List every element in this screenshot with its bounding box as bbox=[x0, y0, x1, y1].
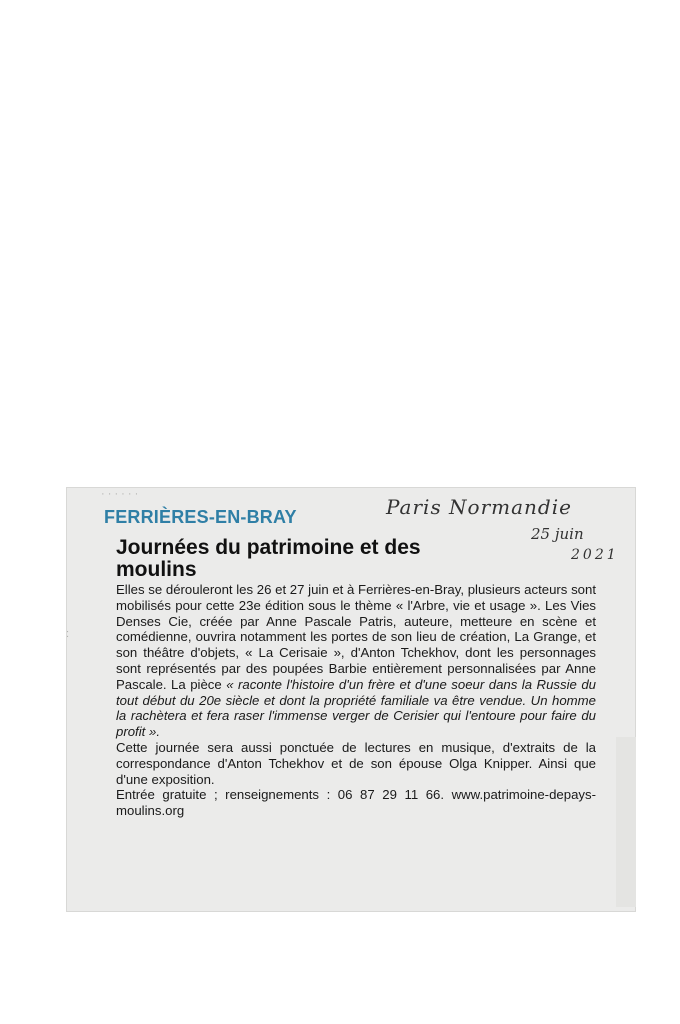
newspaper-clipping bbox=[66, 487, 636, 912]
handwritten-date: 25 juin bbox=[531, 525, 584, 543]
paragraph-text: Elles se dérouleront les 26 et 27 juin et à Ferrières-en-Bray, plusieurs acteurs sont mobilisés pour cette 23e édition sous le thème « l'Arbre, vie et usage ». Les Vies Denses Cie, créée par Anne Pascale Patris, auteure, metteure en scène et comédienne, ouvrira notamment les portes de son lieu de création, La Grange, et son théâtre d'objets, « La Cerisaie », d'Anton Tchekhov, dont les personnages sont représentés par des poupées Barbie entièrement personnalisées par Anne Pascale. La pièce bbox=[116, 582, 596, 692]
handwritten-source: Paris Normandie bbox=[386, 495, 572, 519]
article-paragraph bbox=[116, 582, 596, 740]
adjacent-column-fragment bbox=[616, 737, 636, 907]
ghost-text: · · · · · · bbox=[101, 488, 139, 500]
article-body bbox=[116, 582, 596, 819]
article-headline: Journées du patrimoine et des moulins bbox=[116, 536, 421, 581]
quoted-text: « raconte l'histoire d'un frère et d'une soeur dans la Russie du tout début du 20e siècle et dont la propriété familiale va être vendue. Un homme la rachètera et fera raser l'immense verger de Cerisier qui l'entoure pour faire du profit ». bbox=[116, 676, 596, 740]
article-paragraph: Entrée gratuite ; renseignements : 06 87 29 11 66. www.patrimoine-depays-moulins.org bbox=[116, 787, 596, 819]
location-kicker: FERRIÈRES-EN-BRAY bbox=[104, 507, 297, 527]
ghost-text: : bbox=[66, 628, 70, 640]
article-paragraph: Cette journée sera aussi ponctuée de lectures en musique, d'extraits de la correspondance d'Anton Tchekhov et de son épouse Olga Knipper. Ainsi que d'une exposition. bbox=[116, 739, 596, 787]
handwritten-year: 2021 bbox=[571, 547, 619, 563]
